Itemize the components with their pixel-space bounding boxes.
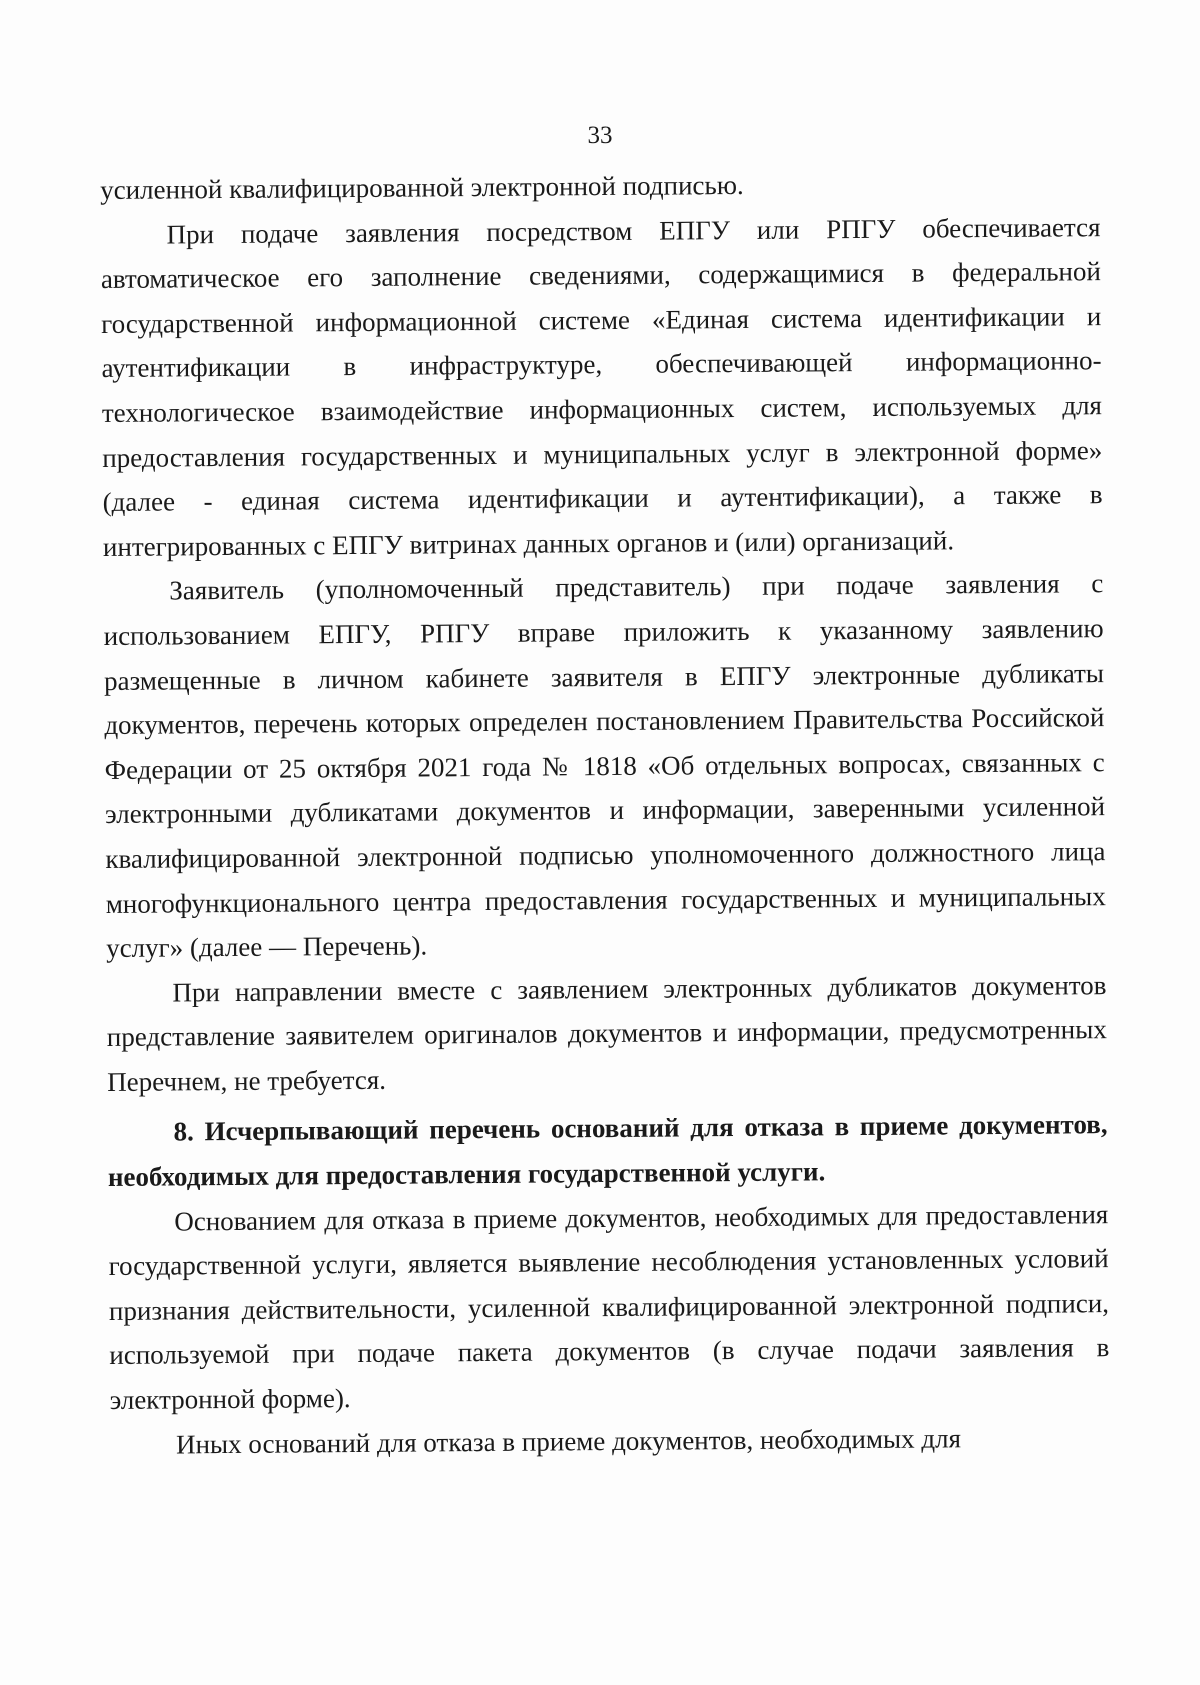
paragraph-electronic-duplicates: Заявитель (уполномоченный представитель) при подаче заявления с использованием ЕПГУ, РПГУ вправе приложить к указанному заявлению размещенные в личном кабинете заявителя в ЕПГУ электронные дубликаты документов, перечень которых определен постановлением Правительства Российской Федерации от 25 октября 2021 года № 1818 «Об отдельных вопросах, связанных с электронными дубликатами документов и информации, заверенными усиленной квалифицированной электронной подписью уполномоченного должностного лица многофункционального центра предоставления государственных и муниципальных услуг» (далее — Перечень). [103,568,1106,964]
paragraph-other-grounds: Иных оснований для отказа в приеме документов, необходимых для [175,1422,962,1460]
section-heading: 8. Исчерпывающий перечень оснований для отказа в приеме документов, необходимых для предоставления государственной услуги. [107,1109,1108,1193]
page-number: 33 [587,122,613,149]
paragraph-refusal-grounds: Основанием для отказа в приеме документов, необходимых для предоставления государственной услуги, является выявление несоблюдения установленных условий признания действительности, усиленной квалифицированной электронной подписи, используемой при подаче пакета документов (в случае подачи заявления в электронной форме). [108,1198,1110,1415]
paragraph-continuation: усиленной квалифицированной электронной подписью. [100,169,744,205]
document-body [100,160,1110,1467]
paragraph-originals-not-required: При направлении вместе с заявлением электронных дубликатов документов представление заявителем оригиналов документов и информации, предусмотренных Перечнем, не требуется. [106,969,1107,1097]
paragraph-epgu-autofill: При подаче заявления посредством ЕПГУ или РПГУ обеспечивается автоматическое его заполнение сведениями, содержащимися в федеральной государственной информационной системе «Единая система идентификации и аутентификации в инфраструктуре, обеспечивающей информационно-технологическое взаимодействие информационных систем, используемых для предоставления государственных и муниципальных услуг в электронной форме» (далее - единая система идентификации и аутентификации), а также в интегрированных с ЕПГУ витринах данных органов и (или) организаций. [100,211,1103,562]
